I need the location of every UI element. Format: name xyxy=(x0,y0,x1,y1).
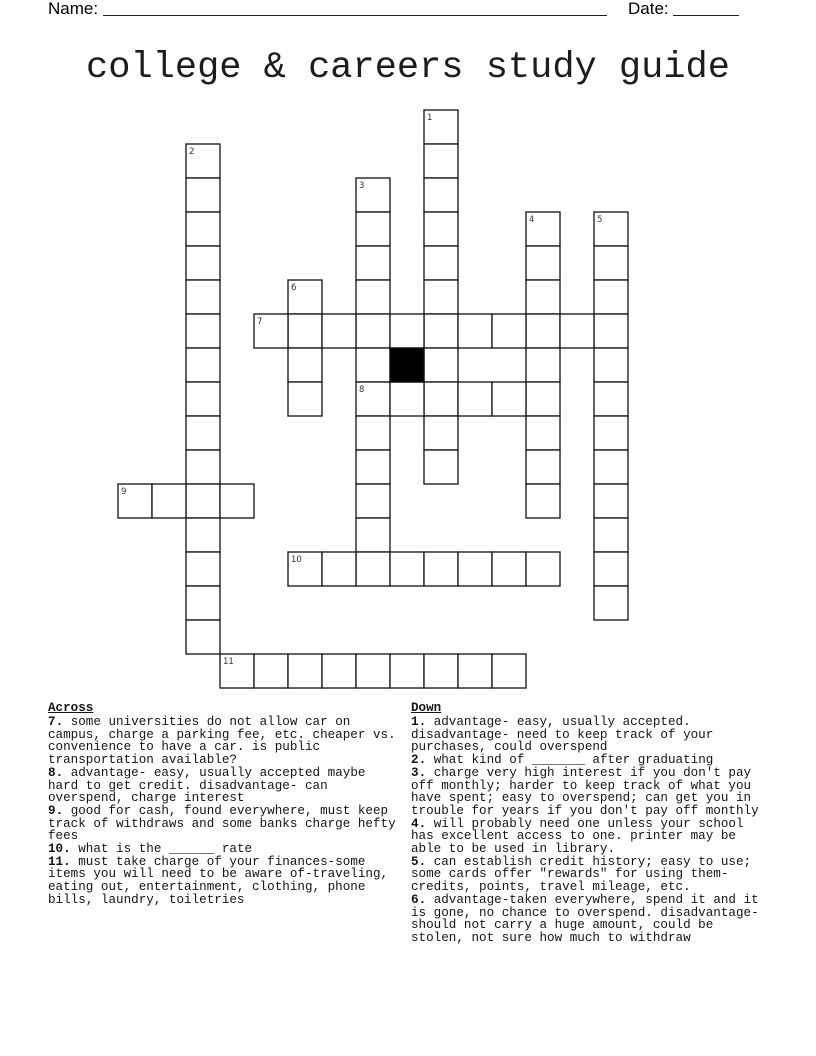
grid-cell xyxy=(424,552,458,586)
grid-cell xyxy=(526,552,560,586)
grid-cell xyxy=(594,552,628,586)
grid-cell xyxy=(186,416,220,450)
grid-cell xyxy=(526,382,560,416)
grid-cell xyxy=(424,416,458,450)
grid-cell xyxy=(390,382,424,416)
clue-text: can establish credit history; easy to use; some cards offer "rewards" for using them-credits, points, travel mileage, etc. xyxy=(411,854,752,895)
grid-cell xyxy=(526,450,560,484)
grid-cell xyxy=(560,314,594,348)
clue-number: 7 . xyxy=(48,715,63,729)
clue-number: 6 . xyxy=(411,893,426,907)
grid-cell xyxy=(526,484,560,518)
grid-clue-number: 2 xyxy=(189,147,195,157)
grid-cell xyxy=(356,484,390,518)
grid-cell xyxy=(288,314,322,348)
grid-cell xyxy=(356,246,390,280)
grid-cell xyxy=(186,552,220,586)
grid-cell xyxy=(526,280,560,314)
grid-cell xyxy=(594,518,628,552)
grid-cell xyxy=(424,382,458,416)
clue-text: advantage- easy, usually accepted. disadvantage- need to keep track of your purchases, could overspend xyxy=(411,715,714,755)
across-clue xyxy=(48,716,399,767)
grid-clue-number: 9 xyxy=(121,487,127,497)
clue-number: 1 . xyxy=(411,715,426,729)
grid-cell xyxy=(492,654,526,688)
down-clues xyxy=(411,702,762,945)
grid-cell xyxy=(424,280,458,314)
grid-cell xyxy=(594,382,628,416)
grid-cell xyxy=(390,654,424,688)
grid-cell xyxy=(594,484,628,518)
worksheet-title: college & careers study guide xyxy=(86,47,730,89)
grid-cell xyxy=(186,620,220,654)
clue-number: 4 . xyxy=(411,817,426,831)
grid-cell xyxy=(356,518,390,552)
down-clue xyxy=(411,716,762,754)
clue-text: will probably need one unless your school has excellent access to one. printer may be able to be used in library. xyxy=(411,816,744,857)
clue-text: some universities do not allow car on campus, charge a parking fee, etc. cheaper vs. convenience to have a car. is public transportation available? xyxy=(48,715,396,768)
across-clue xyxy=(48,856,399,907)
grid-cell xyxy=(390,552,424,586)
grid-cell xyxy=(288,348,322,382)
clue-number: 5 . xyxy=(411,855,426,869)
grid-cell xyxy=(356,416,390,450)
grid-cell xyxy=(220,484,254,518)
grid-cell xyxy=(186,178,220,212)
grid-cell xyxy=(594,246,628,280)
grid-cell xyxy=(458,654,492,688)
grid-cell xyxy=(492,552,526,586)
date-label: Date: xyxy=(628,0,669,18)
grid-clue-number: 10 xyxy=(291,555,302,565)
grid-cell xyxy=(356,348,390,382)
grid-cell xyxy=(288,654,322,688)
clue-number: 11 . xyxy=(48,855,71,869)
clue-text: advantage- easy, usually accepted maybe hard to get credit. disadvantage- can overspend, charge interest xyxy=(48,765,366,806)
grid-cell xyxy=(526,246,560,280)
grid-clue-number: 6 xyxy=(291,283,297,293)
grid-clue-number: 3 xyxy=(359,181,365,191)
grid-cell xyxy=(186,450,220,484)
black-cell xyxy=(390,348,424,382)
grid-cell xyxy=(186,280,220,314)
grid-cell xyxy=(186,212,220,246)
across-clue xyxy=(48,767,399,805)
grid-cell xyxy=(594,280,628,314)
grid-cell xyxy=(390,314,424,348)
grid-cell xyxy=(322,314,356,348)
grid-cell xyxy=(526,416,560,450)
clue-number: 2 . xyxy=(411,753,426,767)
grid-cell xyxy=(424,348,458,382)
across-clues xyxy=(48,702,399,907)
grid-cell xyxy=(424,450,458,484)
grid-cell xyxy=(288,382,322,416)
clue-number: 10 . xyxy=(48,842,71,856)
grid-cell xyxy=(594,586,628,620)
grid-cell xyxy=(186,348,220,382)
grid-cell xyxy=(322,654,356,688)
grid-cell xyxy=(356,654,390,688)
clue-number: 9 . xyxy=(48,804,63,818)
clue-text: must take charge of your finances-some items you will need to be aware of-traveling, eating out, entertainment, clothing, phone bills, laundry, toiletries xyxy=(48,854,389,907)
grid-cell xyxy=(458,552,492,586)
name-label: Name: xyxy=(48,0,99,18)
down-clue xyxy=(411,894,762,945)
across-heading: Across xyxy=(48,701,94,715)
clue-number: 8 . xyxy=(48,766,63,780)
clue-text: good for cash, found everywhere, must keep track of withdraws and some banks charge hefty fees xyxy=(48,803,396,844)
grid-cell xyxy=(424,654,458,688)
down-heading: Down xyxy=(411,701,442,715)
grid-clue-number: 1 xyxy=(427,113,433,123)
grid-cell xyxy=(186,382,220,416)
clue-text: what is the ______ rate xyxy=(78,842,253,857)
across-clue xyxy=(48,805,399,843)
grid-clue-number: 8 xyxy=(359,385,365,395)
grid-cell xyxy=(186,246,220,280)
grid-clue-number: 4 xyxy=(529,215,535,225)
grid-cell xyxy=(526,348,560,382)
clue-text: advantage-taken everywhere, spend it and it is gone, no chance to overspend. disadvantage-should not carry a huge amount, could be stolen, not sure how much to withdraw xyxy=(411,892,759,945)
clue-number: 3 . xyxy=(411,766,426,780)
grid-clue-number: 11 xyxy=(223,657,234,667)
grid-cell xyxy=(458,382,492,416)
grid-cell xyxy=(424,212,458,246)
grid-cell xyxy=(424,144,458,178)
grid-cell xyxy=(594,450,628,484)
grid-cell xyxy=(492,382,526,416)
grid-cell xyxy=(322,552,356,586)
grid-clue-number: 7 xyxy=(257,317,263,327)
grid-cell xyxy=(424,246,458,280)
grid-cell xyxy=(594,348,628,382)
grid-cell xyxy=(356,552,390,586)
grid-cell xyxy=(254,654,288,688)
grid-cell xyxy=(424,178,458,212)
down-clue xyxy=(411,856,762,894)
clue-text: charge very high interest if you don't pay off monthly; harder to keep track of what you have spent; easy to overspend; can get you in trouble for years if you don't pay off monthly xyxy=(411,765,759,818)
grid-cell xyxy=(186,586,220,620)
down-clue xyxy=(411,767,762,818)
grid-cell xyxy=(356,314,390,348)
down-clue xyxy=(411,818,762,856)
grid-cell xyxy=(424,314,458,348)
grid-cell xyxy=(356,212,390,246)
grid-cell xyxy=(356,280,390,314)
grid-cell xyxy=(356,450,390,484)
grid-cell xyxy=(526,314,560,348)
grid-cell xyxy=(186,484,220,518)
clue-text: what kind of _______ after graduating xyxy=(433,753,714,768)
grid-cell xyxy=(492,314,526,348)
grid-clue-number: 5 xyxy=(597,215,603,225)
grid-cell xyxy=(594,416,628,450)
grid-cell xyxy=(152,484,186,518)
grid-cell xyxy=(186,518,220,552)
grid-cell xyxy=(186,314,220,348)
grid-cell xyxy=(594,314,628,348)
grid-cell xyxy=(458,314,492,348)
